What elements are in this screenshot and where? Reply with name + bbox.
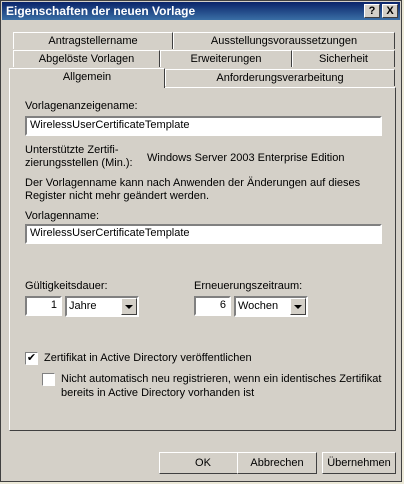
renewal-unit-select[interactable] [234,296,308,317]
help-button[interactable]: ? [364,4,380,18]
no-reenroll-checkbox[interactable] [42,373,55,386]
info-text-line-1: Der Vorlagenname kann nach Anwenden der Änderungen auf dieses [25,177,361,189]
tab-antragstellername[interactable]: Antragstellername [13,32,173,49]
no-reenroll-label-line-2[interactable]: bereits in Active Directory vorhanden ist [61,387,255,399]
validity-label: Gültigkeitsdauer: [25,280,108,292]
template-name-input[interactable]: WirelessUserCertificateTemplate [25,224,382,244]
ok-button[interactable]: OK [159,452,247,474]
checkmark-icon: ✔ [26,352,37,364]
tab-anforderungsverarbeitung[interactable]: Anforderungsverarbeitung [165,69,395,86]
publish-ad-label[interactable]: Zertifikat in Active Directory veröffentlichen [44,352,252,364]
close-button[interactable]: X [382,4,398,18]
chevron-down-icon[interactable] [290,298,306,315]
validity-unit-select[interactable] [65,296,139,317]
tab-panel-allgemein [9,87,396,431]
template-name-label: Vorlagenname: [25,210,99,222]
tab-allgemein[interactable]: Allgemein [9,68,165,88]
tab-erweiterungen[interactable]: Erweiterungen [160,50,292,67]
supported-ca-label-2: zierungsstellen (Min.): [25,157,133,169]
publish-ad-checkbox[interactable] [25,352,38,365]
renewal-unit-value: Wochen [238,300,279,312]
display-name-label: Vorlagenanzeigename: [25,100,138,112]
renewal-value-input[interactable]: 6 [194,296,231,316]
window-title: Eigenschaften der neuen Vorlage [6,4,196,18]
tab-abgeloeste-vorlagen[interactable]: Abgelöste Vorlagen [13,50,160,67]
supported-ca-value: Windows Server 2003 Enterprise Edition [147,152,345,164]
tab-ausstellungsvoraussetzungen[interactable]: Ausstellungsvoraussetzungen [173,32,395,49]
renewal-label: Erneuerungszeitraum: [194,280,303,292]
apply-button[interactable]: Übernehmen [322,452,396,474]
chevron-down-icon[interactable] [121,298,137,315]
validity-unit-value: Jahre [69,300,97,312]
display-name-input[interactable]: WirelessUserCertificateTemplate [25,116,382,136]
supported-ca-label-1: Unterstützte Zertifi- [25,144,119,156]
info-text-line-2: Register nicht mehr geändert werden. [25,190,210,202]
no-reenroll-label-line-1[interactable]: Nicht automatisch neu registrieren, wenn ein identisches Zertifikat [61,373,382,385]
tab-sicherheit[interactable]: Sicherheit [292,50,395,67]
validity-value-input[interactable]: 1 [25,296,62,316]
cancel-button[interactable]: Abbrechen [237,452,317,474]
title-bar[interactable] [2,2,400,20]
